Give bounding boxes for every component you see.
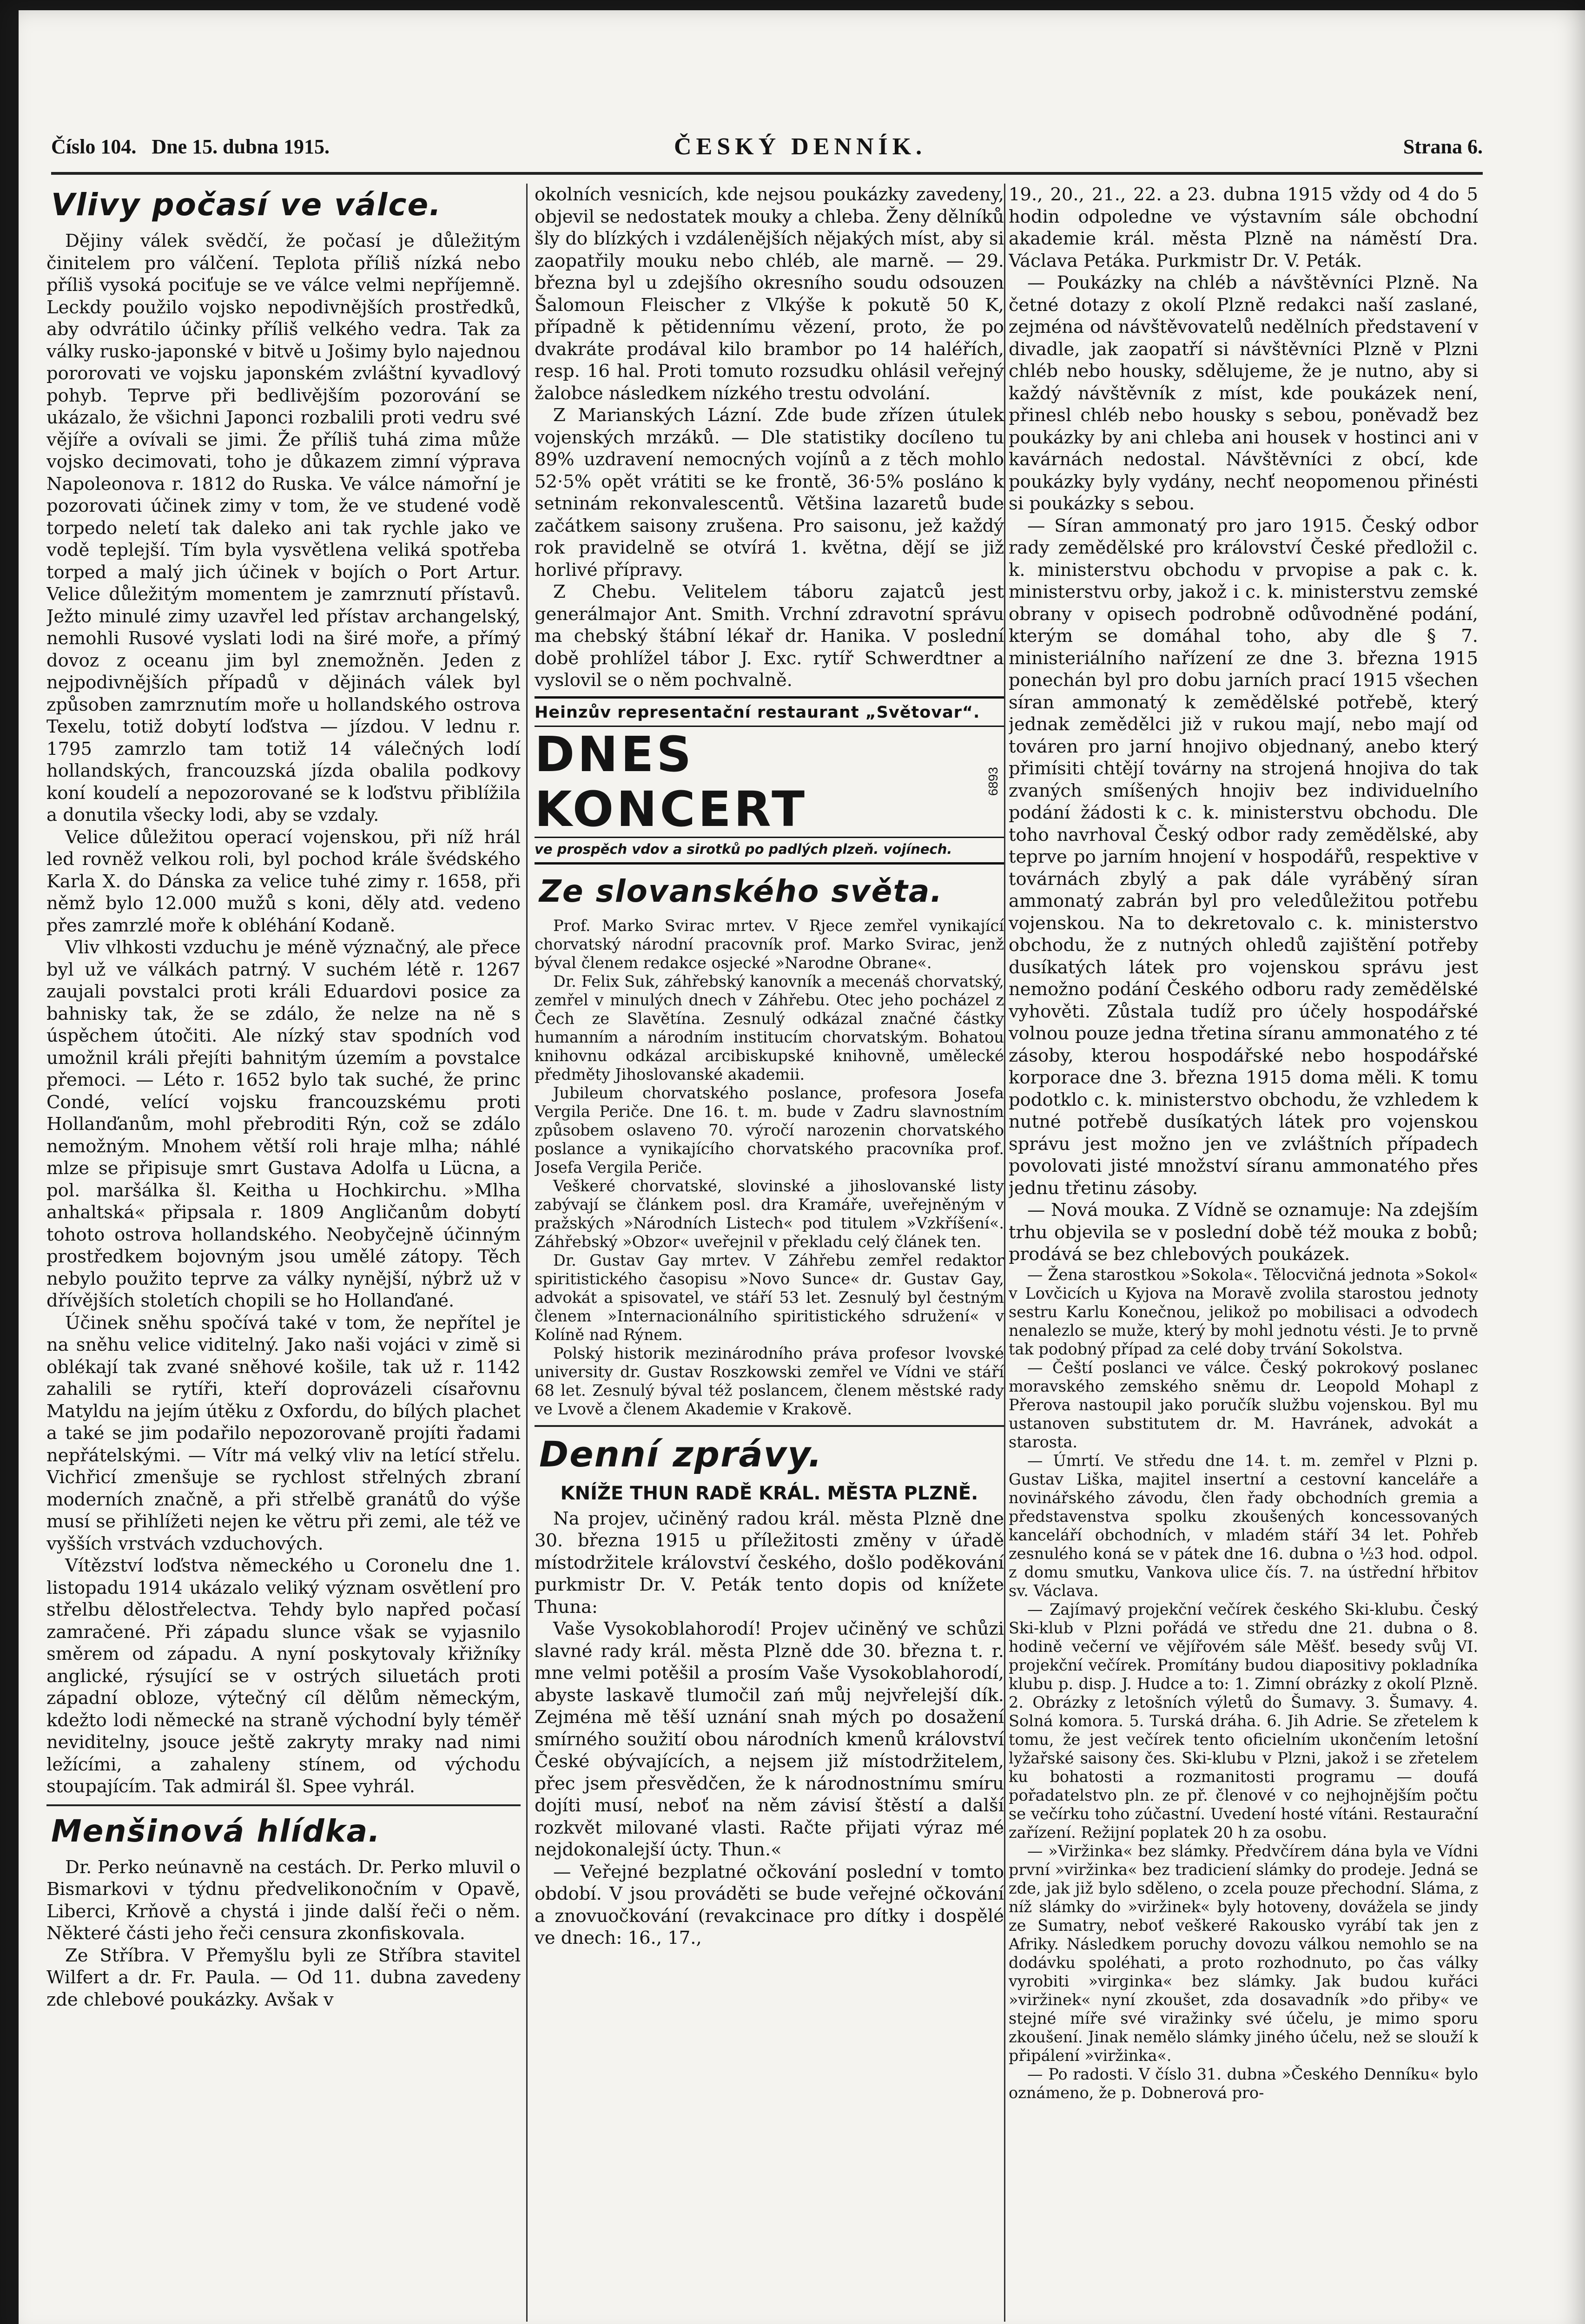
scan-border-left	[0, 0, 19, 2324]
issue-number: Číslo 104.	[51, 135, 137, 158]
paragraph: Z Chebu. Velitelem táboru zajatců jest generálmajor Ant. Smith. Vrchní zdravotní správu ma chebský štábní lékař dr. Hanika. V poslední době prohlížel tábor J. Exc. rytíř Schwerdtner a vyslovil se o něm pochvalně.	[535, 581, 1004, 691]
section-title-slavic-world: Ze slovanského světa.	[539, 873, 943, 909]
newspaper-title: ČESKÝ DENNÍK.	[674, 133, 927, 160]
paragraph: — Čeští poslanci ve válce. Český pokrokový poslanec moravského zemského sněmu dr. Leopold Mohapl z Přerova nastoupil jako poručík službu vojenskou. Byl mu ustanoven substitutem dr. M. Havránek, advokát a starosta.	[1009, 1358, 1478, 1451]
paragraph: Velice důležitou operací vojenskou, při níž hrál led rovněž velkou roli, byl pochod krále švédského Karla X. do Dánska za velice tuhé zimy r. 1658, při němž bylo 12.000 mužů s koni, děly atd. vedeno přes zamrzlé moře k obléhání Kodaně.	[46, 826, 521, 936]
section-rule	[535, 1425, 1004, 1427]
column-1	[46, 184, 521, 2322]
paragraph: Dr. Perko neúnavně na cestách. Dr. Perko mluvil o Bismarkovi v týdnu předvelikonočním v Opavě, Liberci, Krňově a chystá i jinde další řeči o něm. Některé části jeho řeči censura zkonfiskovala.	[46, 1856, 521, 1944]
paragraph: — Žena starostkou »Sokola«. Tělocvičná jednota »Sokol« v Lovčicích u Kyjova na Moravě zvolila starostou jednoty sestru Karlu Konečnou, jelikož po mobilisaci a odvodech nenalezlo se muže, který by mohl jednotu vésti. Je to prvně tak podobný případ za celé doby trvání Sokolstva.	[1009, 1265, 1478, 1358]
ad-restaurant-name: Heinzův representační restaurant „Světovar“.	[535, 702, 1004, 727]
paragraph: Dr. Gustav Gay mrtev. V Záhřebu zemřel redaktor spiritistického časopisu »Novo Sunce« dr. Gustav Gay, advokát a spisovatel, ve stáří 53 let. Zesnulý byl čestným členem »Internacionálního spiritistického sdružení« v Kolíně nad Rýnem.	[535, 1251, 1004, 1344]
concert-advertisement	[535, 696, 1004, 865]
header-rule	[51, 172, 1483, 175]
column-2	[535, 184, 1004, 2322]
page-number: Strana 6.	[1403, 135, 1483, 158]
slavic-news	[535, 917, 1004, 1419]
paragraph: okolních vesnicích, kde nejsou poukázky zavedeny, objevil se nedostatek mouky a chleba. Ženy dělníků šly do blízkých i vzdálenějších nějakých míst, aby si zaopatřily mouku nebo chléb, ale marně. — 29. března byl u zdejšího okresního soudu odsouzen Šalomoun Fleischer z Vlkýše k pokutě 50 K, případně k pětidennímu vězení, proto, že po dvakráte prodával kilo brambor po 14 haléřích, resp. 16 hal. Proti tomuto rozsudku ohlásil veřejný žalobce následkem nízkého trestu odvolání.	[535, 184, 1004, 404]
issue-and-date	[51, 135, 330, 158]
paragraph: Vaše Vysokoblahorodí! Projev učiněný ve schůzi slavné rady král. města Plzně dde 30. března t. r. mne velmi potěšil a prosím Vaše Vysokoblahorodí, abyste laskavě tlumočil zań můj nejvřelejší dík. Zejména mě těší uznání snah mých po dosažení smírného soužití obou národních kmenů království České obývajících, a nejsem již místodržitelem, přec jsem přesvědčen, že k národnostnímu smíru dojíti musí, neboť na něm závisí štěstí a další rozkvět milované vlasti. Račte přijati výraz mé nejdokonalejší úcty. Thun.«	[535, 1618, 1004, 1860]
scan-border-top	[0, 0, 1585, 10]
ad-code: 6893	[985, 767, 1000, 796]
column-divider-2	[1004, 184, 1005, 2322]
short-news	[1009, 1266, 1478, 2102]
paragraph: — Poukázky na chléb a návštěvníci Plzně. Na četné dotazy z okolí Plzně redakci naší zaslané, zejména od návštěvovatelů nedělních představení v divadle, jak zaopatří si návštěvníci Plzně v Plzni chléb nebo housky, sdělujeme, že je nutno, aby si každý návštěvník z míst, kde poukázek není, přinesl chléb nebo housky s sebou, poněvadž bez poukázky by ani chleba ani housek v hostinci ani v kavárnách nedostal. Návštěvníci z obcí, kde poukázky byly vydány, nechť neopomenou přinésti si poukázky s sebou.	[1009, 272, 1478, 514]
paragraph: Vliv vlhkosti vzduchu je méně význačný, ale přece byl už ve válkách patrný. V suchém létě r. 1267 zaujali povstalci proti králi Eduardovi posice za bahnisky tak, že se zdálo, že nelze na ně s úspěchem útočiti. Ale nízký stav spodních vod umožnil králi přejíti bahnitým územím a povstalce přemoci. — Léto r. 1652 bylo tak suché, že princ Condé, velící vojsku francouzskému proti Hollanďanům, mohl přebroditi Rýn, což se zdálo nemožným. Mnohem větší roli hraje mlha; náhlé mlze se připisuje smrt Gustava Adolfa u Lücna, a pol. maršálka šl. Keitha u Hochkirchu. »Mlha anhaltská« připsala r. 1809 Angličanům dobytí tohoto ostrova hollandského. Neobyčejně účinným prostředkem bojovným jsou umělé zátopy. Těch nebylo použito teprve za války nynější, nýbrž už v dřívějších stoletích chopili se ho Hollanďané.	[46, 937, 521, 1311]
issue-date: Dne 15. dubna 1915.	[152, 135, 330, 158]
paragraph: — Zajímavý projekční večírek českého Ski-klubu. Český Ski-klub v Plzni pořádá ve středu dne 21. dubna o 8. hodině večerní ve vějířovém sále Měšť. besedy svůj VI. projekční večírek. Promítány budou diapositivy pokladníka klubu p. disp. J. Hudce a to: 1. Zimní obrázky z okolí Plzně. 2. Obrázky z letošních výletů do Šumavy. 3. Šumavy. 4. Solná komora. 5. Turská dráha. 6. Jih Adrie. Se zřetelem k tomu, že jest večírek tento oficielním ukončením letošní lyžařské saisony čes. Ski-klubu v Plzni, jakož i se zřetelem ku bohatosti a rozmanitosti programu — doufá pořadatelstvo pln. ze př. členové v co nejhojnějším počtu se večírku toho zúčastní. Uvedení hosté vítáni. Restaurační zařízení. Režijní poplatek 20 h za osobu.	[1009, 1600, 1478, 1842]
paragraph: — Úmrtí. Ve středu dne 14. t. m. zemřel v Plzni p. Gustav Liška, majitel insertní a cestovní kanceláře a novinářského závodu, člen řady obchodních gremia a představenstva spolku zkoušených koncessovaných kanceláří obchodních, v mladém stáří 34 let. Pohřeb zesnulého koná se v pátek dne 16. dubna o ½3 hod. odpol. z domu smutku, Vankova ulice čís. 7. na ústřední hřbitov sv. Václava.	[1009, 1451, 1478, 1600]
column-3	[1009, 184, 1478, 2322]
paragraph: — »Viržinka« bez slámky. Předvčírem dána byla ve Vídni první »viržinka« bez tradiciení slámky do prodeje. Jedná se zde, jak již bylo sděleno, o zcela pouze přechodní. Sláma, z níž slámky do »viržinek« byly hotoveny, dovážela se jindy ze Sumatry, neboť veškeré Rakousko vyrábí tak jen z Afriky. Následkem poruchy dovozu válkou nemohlo se na dodávku spoléhati, a proto rozhodnuto, po čas války vyrobiti »virginka« bez slámky. Jak budou kuřáci »viržinek« nyní zkoušet, zda dosavadník »do přiby« ve stejné míře své viražinky své účelu, je mimo sporu zkoušení. Jinak nemělo slámky jiného účelu, než se slouží k připálení »viržinka«.	[1009, 1842, 1478, 2065]
paragraph: Dr. Felix Suk, záhřebský kanovník a mecenáš chorvatský, zemřel v minulých dnech v Záhřebu. Otec jeho pocházel z Čech ze Slavětína. Zesnulý odkázal značné částky humanním a národním institucím chorvatským. Bohatou knihovnu odkázal arcibiskupské knihovně, umělecké předměty Jihoslovanské akademii.	[535, 972, 1004, 1083]
paragraph: Na projev, učiněný radou král. města Plzně dne 30. března 1915 u příležitosti změny v úřadě místodržitele království českého, došlo poděkování purkmistr Dr. V. Peták tento dopis od knížete Thuna:	[535, 1508, 1004, 1618]
ad-title: DNES KONCERT	[535, 726, 808, 838]
page-header	[51, 135, 1483, 167]
ad-main	[535, 727, 1004, 837]
paragraph: Vítězství loďstva německého u Coronelu dne 1. listopadu 1914 ukázalo veliký význam osvětlení pro střelbu dělostřelectva. Tehdy bylo napřed počasí zamračené. Při západu slunce však se vyjasnilo směrem od západu. A nyní poskytovaly křižníky anglické, rýsující se v ostrých siluetách proti západní obloze, výtečný cíl dělům německým, kdežto lodi německé na straně východní byly téměř neviditelny, jsouce ještě zakryty mraky nad nimi ležícími, a zahaleny stínem, od východu stoupajícím. Tak admirál šl. Spee vyhrál.	[46, 1555, 521, 1797]
section-title-minority-watch: Menšinová hlídka.	[51, 1813, 381, 1849]
paragraph: — Nová mouka. Z Vídně se oznamuje: Na zdejším trhu objevila se v poslední době též mouka z bobů; prodává se bez chlebových poukázek.	[1009, 1200, 1478, 1265]
paragraph: — Po radosti. V číslo 31. dubna »Českého Denníku« bylo oznámeno, že p. Dobnerová pro-	[1009, 2065, 1478, 2102]
paragraph: Ze Stříbra. V Přemyšlu byli ze Stříbra stavitel Wilfert a dr. Fr. Paula. — Od 11. dubna zavedeny zde chlebové poukázky. Avšak v	[46, 1945, 521, 2010]
ad-purpose: ve prospěch vdov a sirotků po padlých plzeň. vojínech.	[535, 837, 1004, 858]
article-subhead: KNÍŽE THUN RADĚ KRÁL. MĚSTA PLZNĚ.	[560, 1482, 978, 1504]
paragraph: Polský historik mezinárodního práva profesor lvovské university dr. Gustav Roszkowski zemřel ve Vídni ve stáří 68 let. Zesnulý býval též poslancem, členem městské rady ve Lvově a členem Akademie v Krakově.	[535, 1344, 1004, 1418]
paragraph: Z Marianských Lázní. Zde bude zřízen útulek vojenských mrzáků. — Dle statistiky docíleno tu 89% uzdravení nemocných vojínů a z těch mohlo 52·5% opět vrátiti se ke frontě, 36·5% posláno k setninám rekonvalescentů. Většina lazaretů bude začátkem saisony zrušena. Pro saisonu, jež každý rok pravidelně se otvírá 1. května, dějí se již horlivé přípravy.	[535, 405, 1004, 581]
paragraph: Jubileum chorvatského poslance, profesora Josefa Vergila Periče. Dne 16. t. m. bude v Zadru slavnostním způsobem oslaveno 70. výročí narozenin chorvatského poslance a vynikajícího chorvatského pracovníka prof. Josefa Vergila Periče.	[535, 1083, 1004, 1176]
paragraph: — Síran ammonatý pro jaro 1915. Český odbor rady zemědělské pro království České předložil c. k. ministerstvu obchodu v prvopise a pak c. k. ministerstvu orby, jakož i c. k. ministerstvu zemské obrany v opisech podrobně odůvodněné podání, kterým se domáhal toho, aby dle § 7. ministeriálního nařízení ze dne 3. března 1915 ponechán byl pro dobu jarních prací 1915 všechen síran ammonatý k zemědělské potřebě, který jednak zemědělci již v rukou mají, nebo mají od továren pro jarní hnojivo objednaný, anebo který přimísiti chtějí továrny na strojená hnojiva do tak zvaných smíšených hnojiv bez individuelního podání žádosti k c. k. ministerstvu obchodu. Dle toho navrhoval Český odbor rady zemědělské, aby teprve po jarním hnojení v hospodářů, respektive v továrnách zbylý a pak dále vyráběný síran ammonatý zabrán byl pro veledůležitou potřebu vojenskou. Na to dekretovalo c. k. ministerstvo obchodu, že z nutných ohledů zajištění potřeby dusíkatých látek pro vojenskou správu jest nemožno podání Českého odboru rady zemědělské vyhověti. Zůstala tudíž pro účely hospodářské volnou pouze jedna třetina síranu ammonatého z té zásoby, kterou hospodářské nebo hospodářské korporace dne 3. března 1915 doma měli. K tomu podotklo c. k. ministerstvo obchodu, že vzhledem k nutné potřebě dusíkatých látek pro vojenskou správu jest možno jen ve zvláštních případech povolovati jisté množství síranu ammonatého přes jednu třetinu zásoby.	[1009, 515, 1478, 1199]
paragraph: Účinek sněhu spočívá také v tom, že nepřítel je na sněhu velice viditelný. Jako naši vojáci v zimě si oblékají tak zvané sněhové košile, tak už r. 1142 zahalili se rytíři, kteří doprovázeli císařovnu Matyldu na jejím útěku z Oxfordu, do bílých plachet a také se jim podařilo nepozorovaně projíti řadami nepřátelskými. — Vítr má velký vliv na letící střelu. Vichřicí zmenšuje se rychlost střelných zbraní moderních značně, a při střelbě granátů do výše musí se přihlížeti nejen ke větru při zemi, ale též ve vyšších vrstvách vzduchových.	[46, 1312, 521, 1554]
paragraph: — Veřejné bezplatné očkování poslední v tomto období. V jsou prováděti se bude veřejné očkování a znovuočkování (revakcinace pro dítky i dospělé ve dnech: 16., 17.,	[535, 1861, 1004, 1948]
section-title-daily-news: Denní zprávy.	[539, 1433, 823, 1475]
column-divider-1	[526, 184, 528, 2322]
paragraph: Dějiny válek svědčí, že počasí je důležitým činitelem pro válčení. Teplota příliš nízká nebo příliš vysoká pociťuje se ve válce velmi nepříjemně. Leckdy použilo vojsko nepodivnějších prostředků, aby odvrátilo účinky příliš velkého vedra. Tak za války rusko-japonské v bitvě u Jošimy bylo najednou pororovati ve vojsku japonském zvláštní kyvadlový pohyb. Teprve při bedlivějším pozorování se ukázalo, že všichni Japonci rozbalili proti vedru své vějíře a ovívali se jimi. Že příliš tuhá zima může vojsko decimovati, toho je důkazem zimní výprava Napoleonova r. 1812 do Ruska. Ve válce námořní je pozorovati účinek zimy v tom, že ve studené vodě torpedo neletí tak daleko ani tak rychle jako ve vodě teplejší. Tím byla vysvětlena veliká spotřeba torped a malý jich účinek v bojích o Port Artur. Velice důležitým momentem je zamrznutí přístavů. Ježto minulé zimy uzavřel led přístav archangelský, nemohli Rusové vyslati lodi na širé moře, a přímý dovoz z oceanu jim byl znemožněn. Jeden z nejpodivnějších případů v dějinách válek byl způsoben zamrznutím moře u hollandského ostrova Texelu, totiž dobytí loďstva — jízdou. V lednu r. 1795 zamrzlo tam totiž 14 válečných lodí hollandských, francouzská jízda obalila podkovy koní koudelí a nepozorované se k loďstvu přiblížila a donutila všecky lodi, aby se vzdaly.	[46, 231, 521, 825]
paragraph: Prof. Marko Svirac mrtev. V Rjece zemřel vynikající chorvatský národní pracovník prof. Marko Svirac, jenž býval členem redakce osjecké »Narodne Obrane«.	[535, 916, 1004, 972]
section-rule	[46, 1804, 521, 1806]
paragraph: Veškeré chorvatské, slovinské a jihoslovanské listy zabývají se článkem posl. dra Kramáře, uveřejněným v pražských »Národních Listech« pod titulem »Vzkříšení«. Záhřebský »Obzor« uveřejnil v překladu celý článek ten.	[535, 1176, 1004, 1251]
paragraph: 19., 20., 21., 22. a 23. dubna 1915 vždy od 4 do 5 hodin odpoledne ve výstavním sále obchodní akademie král. města Plzně na náměstí Dra. Václava Petáka. Purkmistr Dr. V. Peták.	[1009, 184, 1478, 271]
section-title-weather-war: Vlivy počasí ve válce.	[51, 187, 442, 223]
